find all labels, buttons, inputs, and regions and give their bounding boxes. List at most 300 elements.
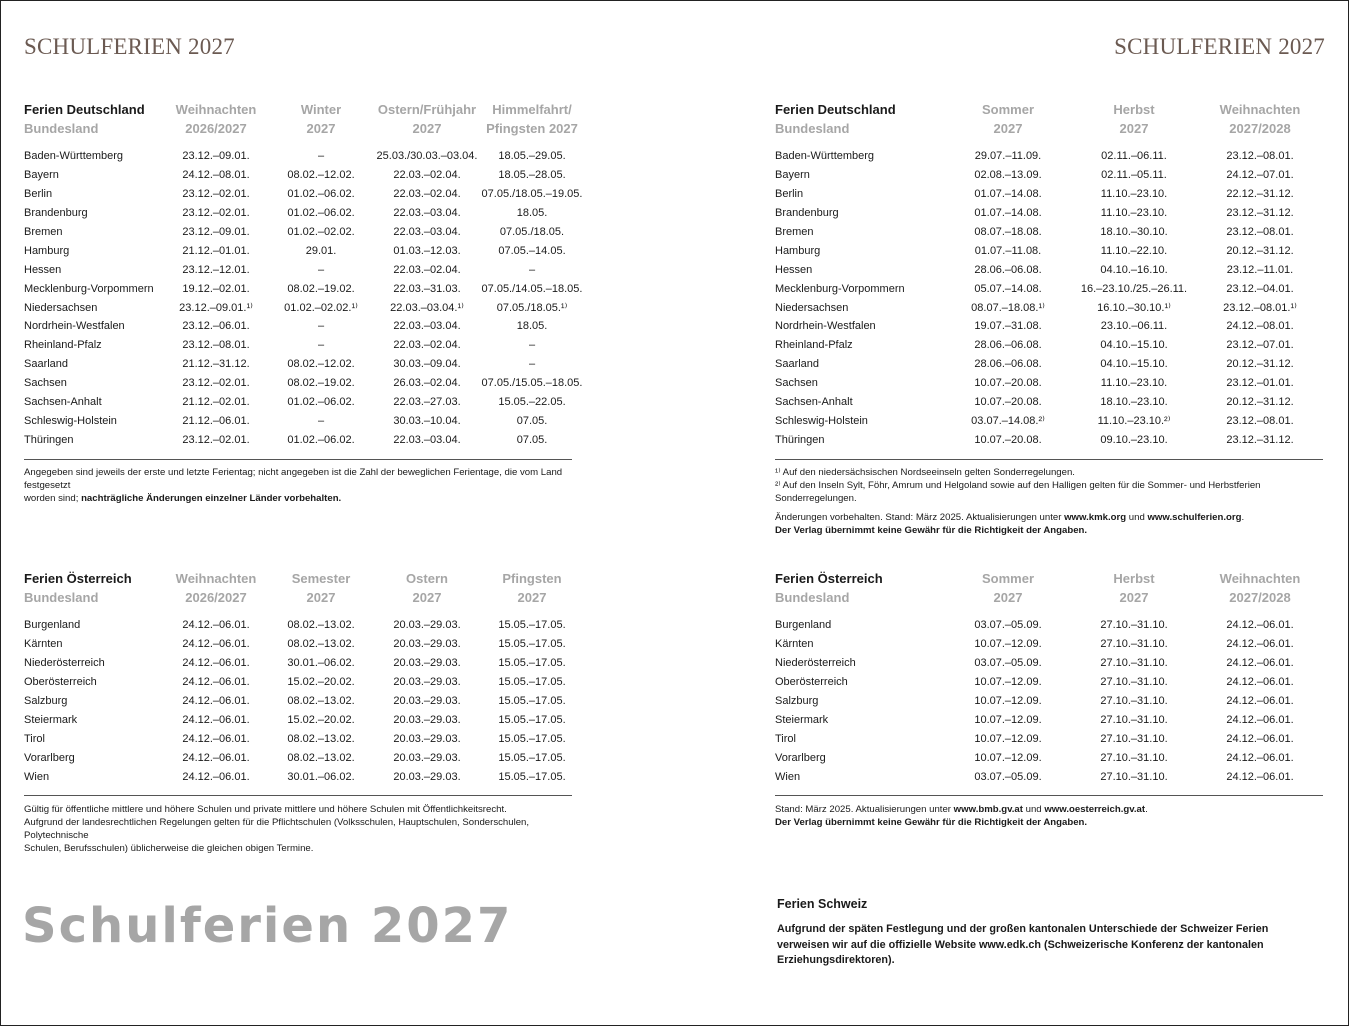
date-cell: 19.12.–02.01. — [182, 282, 250, 295]
date-cell: 24.12.–08.01. — [182, 169, 250, 182]
column-header-line: 2026/2027 — [185, 590, 247, 605]
link-schulferien[interactable]: www.schulferien.org — [1147, 512, 1242, 523]
column-header — [164, 100, 268, 138]
state-name: Rheinland-Pfalz — [24, 339, 102, 352]
date-cell: 24.12.–06.01. — [1226, 657, 1294, 670]
state-name: Wien — [775, 770, 801, 783]
date-cell: – — [317, 320, 325, 333]
note-line: Angegeben sind jeweils der erste und letzte Ferientag; nicht angegeben ist die Zahl der beweglichen Ferientage, die vom Land festgesetzt — [24, 467, 563, 491]
link-kmk[interactable]: www.kmk.org — [1064, 512, 1127, 523]
date-cell: 30.03.–10.04. — [393, 414, 461, 427]
state-name: Mecklenburg-Vorpommern — [775, 282, 905, 295]
table-row — [24, 204, 584, 223]
state-name: Niedersachsen — [24, 301, 98, 314]
date-cell: 20.03.–29.03. — [393, 638, 461, 651]
state-name: Saarland — [24, 358, 69, 371]
table-row — [775, 223, 1323, 242]
date-cell: 07.05./14.05.–18.05. — [481, 282, 583, 295]
date-cell: 24.12.–07.01. — [1226, 169, 1294, 182]
state-name: Schleswig-Holstein — [775, 414, 868, 427]
date-cell: 19.07.–31.08. — [974, 320, 1042, 333]
date-cell: 27.10.–31.10. — [1100, 695, 1168, 707]
date-cell: 23.12.–09.01. — [182, 226, 250, 238]
date-cell: 23.12.–02.01. — [182, 433, 250, 446]
state-name: Oberösterreich — [24, 676, 97, 689]
date-cell: 20.03.–29.03. — [393, 657, 461, 670]
date-cell: 15.05.–22.05. — [498, 396, 566, 409]
state-name: Hessen — [24, 263, 62, 276]
column-header — [1197, 100, 1323, 138]
state-name: Burgenland — [775, 619, 832, 632]
table-row — [24, 729, 584, 748]
column-header — [945, 100, 1071, 138]
stand-text: Änderungen vorbehalten. Stand: März 2025. Aktualisierungen unter — [775, 512, 1065, 523]
table-title: Ferien Deutschland — [24, 102, 145, 117]
austria-right-note — [775, 803, 1335, 829]
column-header-line: Weihnachten — [175, 571, 257, 586]
date-cell: 15.05.–17.05. — [498, 695, 566, 707]
column-header-line: 2027/2028 — [1229, 590, 1291, 605]
column-header-line: Himmelfahrt/ — [492, 102, 572, 117]
date-cell: 15.05.–17.05. — [498, 676, 566, 689]
table-row — [24, 317, 584, 336]
link-bmb[interactable]: www.bmb.gv.at — [953, 804, 1023, 815]
date-cell: 27.10.–31.10. — [1100, 770, 1168, 783]
date-cell: 30.01.–06.02. — [287, 770, 355, 783]
date-cell: 08.02.–19.02. — [287, 377, 355, 390]
germany-right-note — [775, 466, 1335, 537]
table-row — [775, 241, 1323, 260]
table-row — [24, 748, 584, 767]
table-row — [24, 147, 584, 166]
table-row — [24, 223, 584, 242]
state-name: Hamburg — [24, 244, 70, 257]
column-header-line: Pfingsten 2027 — [486, 121, 578, 136]
date-cell: 15.02.–20.02. — [287, 713, 355, 726]
date-cell: 08.02.–13.02. — [287, 751, 355, 764]
column-header — [268, 100, 374, 138]
date-cell: 28.06.–06.08. — [974, 263, 1042, 276]
column-header-line: Pfingsten — [502, 571, 562, 586]
date-cell: 24.12.–06.01. — [182, 638, 250, 651]
date-cell: 07.05. — [516, 414, 548, 427]
austria-left-note — [24, 803, 584, 855]
date-cell: 24.12.–06.01. — [182, 695, 250, 707]
date-cell: 20.03.–29.03. — [393, 676, 461, 689]
date-cell: 01.02.–06.02. — [287, 433, 355, 446]
date-cell: 28.06.–06.08. — [974, 358, 1042, 371]
date-cell: 01.03.–12.03. — [393, 244, 461, 257]
date-cell: 22.03.–02.04. — [393, 188, 461, 201]
state-name: Steiermark — [775, 713, 829, 726]
date-cell: 18.05.–28.05. — [498, 169, 566, 182]
dot: . — [1241, 512, 1245, 523]
table-subtitle: Bundesland — [775, 121, 850, 136]
date-cell: 15.05.–17.05. — [498, 638, 566, 651]
germany-left-note — [24, 466, 584, 505]
table-row — [775, 673, 1323, 692]
stand-line — [775, 803, 1335, 816]
table-row — [24, 374, 584, 393]
date-cell: 04.10.–15.10. — [1100, 358, 1168, 371]
date-cell: 24.12.–06.01. — [1226, 638, 1294, 651]
state-name: Schleswig-Holstein — [24, 414, 117, 427]
date-cell: 01.02.–02.02. — [287, 226, 355, 238]
date-cell: 24.12.–08.01. — [1226, 320, 1294, 333]
state-name: Tirol — [775, 732, 796, 745]
state-name: Salzburg — [775, 695, 819, 707]
germany-table-summer-autumn — [775, 100, 1323, 449]
date-cell: – — [317, 414, 325, 427]
date-cell: 23.12.–06.01. — [182, 320, 250, 333]
note-line — [24, 492, 584, 505]
column-header — [480, 569, 584, 607]
date-cell: 29.01. — [305, 244, 337, 257]
date-cell: 02.08.–13.09. — [974, 169, 1042, 182]
date-cell: 24.12.–06.01. — [1226, 751, 1294, 764]
table-subtitle: Bundesland — [775, 590, 850, 605]
date-cell: 03.07.–14.08.²⁾ — [971, 415, 1045, 428]
dot: . — [1145, 804, 1148, 815]
date-cell: 27.10.–31.10. — [1100, 676, 1168, 689]
date-cell: 10.07.–12.09. — [974, 732, 1042, 745]
date-cell: 16.–23.10./25.–26.11. — [1080, 282, 1188, 295]
date-cell: 11.10.–23.10. — [1100, 377, 1168, 390]
date-cell: 08.02.–13.02. — [287, 619, 355, 632]
date-cell: 07.05./18.05.–19.05. — [481, 188, 583, 201]
date-cell: 10.07.–12.09. — [974, 676, 1042, 689]
date-cell: 09.10.–23.10. — [1100, 433, 1168, 446]
date-cell: 28.06.–06.08. — [974, 339, 1042, 352]
table-row — [24, 355, 584, 374]
column-header-line: 2027 — [412, 590, 442, 605]
date-cell: 23.12.–07.01. — [1226, 339, 1294, 352]
date-cell: 22.03.–27.03. — [393, 396, 461, 409]
date-cell: 15.05.–17.05. — [498, 657, 566, 670]
column-header — [374, 569, 480, 607]
table-row — [775, 430, 1323, 449]
date-cell: 04.10.–15.10. — [1100, 339, 1168, 352]
date-cell: 24.12.–06.01. — [1226, 732, 1294, 745]
date-cell: – — [528, 358, 536, 371]
date-cell: – — [317, 263, 325, 276]
date-cell: 02.11.–06.11. — [1101, 150, 1167, 163]
table-title: Ferien Deutschland — [775, 102, 896, 117]
column-header — [945, 569, 1071, 607]
date-cell: 07.05. — [516, 433, 548, 446]
table-row — [775, 166, 1323, 185]
divider — [24, 459, 572, 460]
date-cell: 08.02.–13.02. — [287, 732, 355, 745]
date-cell: 30.01.–06.02. — [287, 657, 355, 670]
state-name: Berlin — [24, 188, 53, 201]
date-cell: 21.12.–02.01. — [182, 396, 250, 409]
date-cell: 08.07.–18.08. — [974, 226, 1042, 238]
column-header — [374, 100, 480, 138]
state-name: Bremen — [775, 226, 814, 238]
date-cell: 22.03.–03.04. — [393, 207, 461, 220]
table-row — [24, 692, 584, 711]
state-name: Kärnten — [24, 638, 63, 651]
date-cell: 23.12.–08.01. — [1226, 150, 1294, 163]
table-row — [775, 355, 1323, 374]
table-row — [775, 729, 1323, 748]
date-cell: 24.12.–06.01. — [182, 732, 250, 745]
state-name: Kärnten — [775, 638, 814, 651]
column-header — [1071, 100, 1197, 138]
table-row — [24, 241, 584, 260]
state-name: Tirol — [24, 732, 45, 745]
table-row — [775, 393, 1323, 412]
state-name: Thüringen — [24, 433, 74, 446]
table-body — [775, 616, 1323, 786]
column-header-line: 2027 — [993, 590, 1023, 605]
date-cell: 24.12.–06.01. — [1226, 676, 1294, 689]
date-cell: 20.03.–29.03. — [393, 751, 461, 764]
table-title: Ferien Österreich — [775, 571, 883, 586]
table-body — [24, 616, 584, 786]
table-row — [775, 185, 1323, 204]
date-cell: 21.12.–01.01. — [182, 244, 250, 257]
date-cell: 21.12.–06.01. — [182, 414, 250, 427]
date-cell: 15.05.–17.05. — [498, 732, 566, 745]
date-cell: 18.05. — [516, 320, 548, 333]
column-header-line: 2027 — [306, 121, 336, 136]
date-cell: 11.10.–22.10. — [1100, 244, 1168, 257]
date-cell: 18.05. — [516, 207, 548, 220]
table-row — [24, 336, 584, 355]
state-name: Bayern — [775, 169, 810, 182]
table-header — [775, 569, 1323, 607]
column-header-line: Sommer — [981, 571, 1035, 586]
date-cell: 23.12.–02.01. — [182, 188, 250, 201]
date-cell: – — [317, 339, 325, 352]
table-row — [24, 710, 584, 729]
date-cell: – — [528, 263, 536, 276]
column-header-line: 2027 — [306, 590, 336, 605]
date-cell: 20.03.–29.03. — [393, 619, 461, 632]
date-cell: 22.03.–02.04. — [393, 263, 461, 276]
state-name: Brandenburg — [24, 207, 88, 220]
date-cell: 03.07.–05.09. — [974, 657, 1042, 670]
column-header-line: 2027 — [412, 121, 442, 136]
divider — [24, 795, 572, 796]
table-subtitle: Bundesland — [24, 121, 99, 136]
header-bundesland — [775, 569, 945, 607]
date-cell: – — [317, 150, 325, 163]
state-name: Niederösterreich — [775, 657, 856, 670]
column-header-line: 2027 — [1119, 590, 1149, 605]
column-header-line: Winter — [300, 102, 342, 117]
table-row — [775, 374, 1323, 393]
date-cell: 27.10.–31.10. — [1100, 638, 1168, 651]
table-row — [775, 616, 1323, 635]
date-cell: 10.07.–12.09. — [974, 751, 1042, 764]
footnote-1: ¹⁾ Auf den niedersächsischen Nordseeinseln gelten Sonderregelungen. — [775, 467, 1075, 478]
table-header — [775, 100, 1323, 138]
date-cell: 18.10.–23.10. — [1100, 396, 1168, 409]
date-cell: 07.05./18.05. — [499, 226, 565, 238]
date-cell: 21.12.–31.12. — [182, 358, 250, 371]
link-oesterreich[interactable]: www.oesterreich.gv.at — [1044, 804, 1146, 815]
state-name: Hamburg — [775, 244, 821, 257]
date-cell: 24.12.–06.01. — [1226, 713, 1294, 726]
stand-text: Stand: März 2025. Aktualisierungen unter — [775, 804, 954, 815]
header-bundesland — [775, 100, 945, 138]
state-name: Hessen — [775, 263, 813, 276]
table-row — [775, 748, 1323, 767]
table-row — [775, 260, 1323, 279]
germany-table-winter-spring — [24, 100, 584, 449]
date-cell: 23.12.–31.12. — [1226, 433, 1294, 446]
table-row — [24, 430, 584, 449]
table-header — [24, 100, 584, 138]
date-cell: 23.12.–31.12. — [1226, 207, 1294, 220]
table-subtitle: Bundesland — [24, 590, 99, 605]
date-cell: 23.10.–06.11. — [1100, 320, 1168, 333]
date-cell: 23.12.–11.01. — [1226, 263, 1294, 276]
date-cell: 30.03.–09.04. — [393, 358, 461, 371]
date-cell: 23.12.–02.01. — [182, 207, 250, 220]
date-cell: 27.10.–31.10. — [1100, 732, 1168, 745]
table-row — [24, 260, 584, 279]
table-row — [775, 692, 1323, 711]
divider — [775, 795, 1323, 796]
state-name: Sachsen — [775, 377, 818, 390]
table-row — [775, 298, 1323, 317]
column-header-line: 2027 — [1119, 121, 1149, 136]
column-header-line: Sommer — [981, 102, 1035, 117]
date-cell: 10.07.–20.08. — [974, 396, 1042, 409]
state-name: Nordrhein-Westfalen — [24, 320, 125, 333]
date-cell: 10.07.–12.09. — [974, 695, 1042, 707]
state-name: Burgenland — [24, 619, 81, 632]
date-cell: 27.10.–31.10. — [1100, 713, 1168, 726]
state-name: Saarland — [775, 358, 820, 371]
date-cell: 10.07.–20.08. — [974, 433, 1042, 446]
table-row — [24, 654, 584, 673]
date-cell: 01.02.–06.02. — [287, 188, 355, 201]
column-header-line: Herbst — [1113, 571, 1155, 586]
column-header — [480, 100, 584, 138]
table-row — [775, 147, 1323, 166]
table-body — [775, 147, 1323, 449]
date-cell: 10.07.–20.08. — [974, 377, 1042, 390]
column-header-line: Herbst — [1113, 102, 1155, 117]
table-body — [24, 147, 584, 449]
date-cell: 08.02.–12.02. — [287, 358, 355, 371]
table-title: Ferien Österreich — [24, 571, 132, 586]
date-cell: 01.02.–02.02.¹⁾ — [284, 302, 358, 315]
state-name: Oberösterreich — [775, 676, 848, 689]
date-cell: 07.05.–14.05. — [498, 244, 566, 257]
date-cell: 11.10.–23.10. — [1100, 207, 1168, 220]
date-cell: 15.05.–17.05. — [498, 713, 566, 726]
date-cell: 24.12.–06.01. — [182, 676, 250, 689]
date-cell: 08.02.–19.02. — [287, 282, 355, 295]
table-row — [775, 654, 1323, 673]
state-name: Nordrhein-Westfalen — [775, 320, 876, 333]
date-cell: 02.11.–05.11. — [1101, 169, 1167, 182]
date-cell: 23.12.–08.01. — [1226, 414, 1294, 427]
column-header-line: Weihnachten — [1219, 102, 1301, 117]
date-cell: 20.03.–29.03. — [393, 732, 461, 745]
date-cell: 11.10.–23.10.²⁾ — [1097, 415, 1171, 428]
date-cell: 22.03.–03.04. — [393, 320, 461, 333]
state-name: Vorarlberg — [24, 751, 75, 764]
date-cell: 24.12.–06.01. — [1226, 770, 1294, 783]
date-cell: 22.03.–31.03. — [393, 282, 461, 295]
footnote-2: ²⁾ Auf den Inseln Sylt, Föhr, Amrum und Helgoland sowie auf den Halligen gelten für die Sommer- und Herbstferien Sonderregelungen. — [775, 480, 1261, 504]
date-cell: 27.10.–31.10. — [1100, 751, 1168, 764]
state-name: Steiermark — [24, 713, 78, 726]
date-cell: 15.02.–20.02. — [287, 676, 355, 689]
state-name: Vorarlberg — [775, 751, 826, 764]
date-cell: 27.10.–31.10. — [1100, 657, 1168, 670]
date-cell: 23.12.–04.01. — [1226, 282, 1294, 295]
date-cell: 08.02.–12.02. — [287, 169, 355, 182]
date-cell: 07.05./18.05.¹⁾ — [496, 302, 568, 315]
und-text: und — [1126, 512, 1148, 523]
state-name: Berlin — [775, 188, 804, 201]
table-row — [24, 616, 584, 635]
date-cell: 08.02.–13.02. — [287, 638, 355, 651]
date-cell: 22.03.–02.04. — [393, 169, 461, 182]
date-cell: 10.07.–12.09. — [974, 638, 1042, 651]
date-cell: 03.07.–05.09. — [974, 770, 1042, 783]
disclaimer-text: Der Verlag übernimmt keine Gewähr für die Richtigkeit der Angaben. — [775, 525, 1088, 536]
table-row — [24, 393, 584, 412]
table-row — [24, 166, 584, 185]
table-row — [24, 298, 584, 317]
date-cell: 24.12.–06.01. — [182, 657, 250, 670]
date-cell: 24.12.–06.01. — [1226, 619, 1294, 632]
state-name: Niederösterreich — [24, 657, 105, 670]
date-cell: 01.07.–11.08. — [974, 244, 1042, 257]
right-page-header: SCHULFERIEN 2027 — [1114, 34, 1325, 59]
date-cell: 15.05.–17.05. — [498, 619, 566, 632]
column-header-line: 2027/2028 — [1229, 121, 1291, 136]
austria-table-summer-autumn — [775, 569, 1323, 786]
date-cell: 03.07.–05.09. — [974, 619, 1042, 632]
note-line: Aufgrund der landesrechtlichen Regelungen gelten für die Pflichtschulen (Volksschulen, Hauptschulen, Sonderschulen, Polytechnische — [24, 817, 530, 841]
date-cell: 20.12.–31.12. — [1226, 358, 1294, 371]
state-name: Brandenburg — [775, 207, 839, 220]
table-row — [775, 279, 1323, 298]
date-cell: 20.03.–29.03. — [393, 770, 461, 783]
date-cell: 24.12.–06.01. — [182, 751, 250, 764]
date-cell: 18.05.–29.05. — [498, 150, 566, 163]
date-cell: 16.10.–30.10.¹⁾ — [1097, 302, 1171, 315]
date-cell: 07.05./15.05.–18.05. — [481, 377, 583, 390]
column-header-line: 2026/2027 — [185, 121, 247, 136]
date-cell: 29.07.–11.09. — [974, 150, 1042, 163]
date-cell: 23.12.–08.01. — [182, 339, 250, 352]
column-header-line: 2027 — [517, 590, 547, 605]
table-row — [775, 411, 1323, 430]
column-header — [268, 569, 374, 607]
date-cell: 08.02.–13.02. — [287, 695, 355, 707]
state-name: Baden-Württemberg — [24, 150, 124, 163]
switzerland-title: Ferien Schweiz — [777, 897, 868, 911]
table-row — [24, 767, 584, 786]
note-line: Schulen, Berufsschulen) üblicherweise die gleichen obigen Termine. — [24, 843, 314, 854]
column-header-line: Weihnachten — [1219, 571, 1301, 586]
date-cell: 22.03.–03.04. — [393, 226, 461, 238]
table-row — [24, 411, 584, 430]
date-cell: 23.12.–09.01. — [182, 150, 250, 163]
date-cell: 23.12.–02.01. — [182, 377, 250, 390]
